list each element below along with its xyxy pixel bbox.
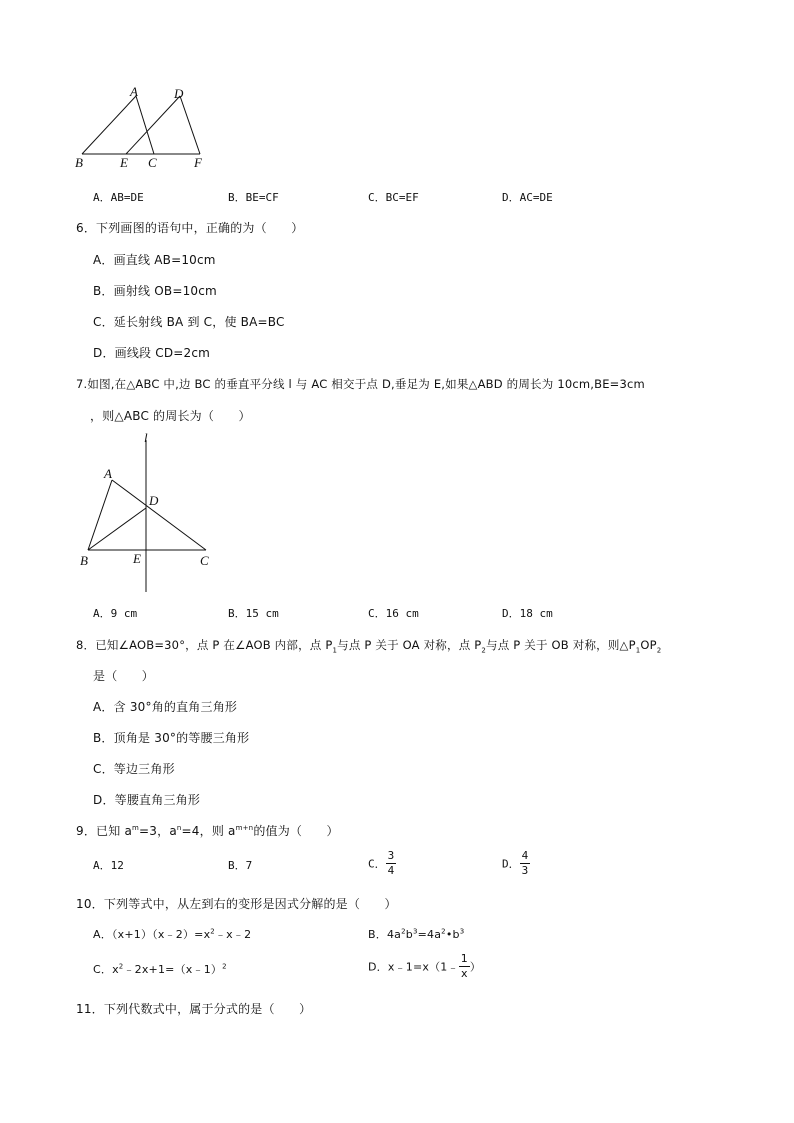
q9-sup-mn: m+n: [235, 824, 254, 832]
q10-option-b-text: B．4a: [368, 928, 402, 941]
q7-option-b: B．15 cm: [228, 607, 279, 620]
q10-option-a-text2: ﹣x﹣2: [214, 928, 252, 941]
q8-stem-d: OP: [640, 638, 657, 652]
q10-option-a-text: A．（x+1）（x﹣2）=x: [93, 928, 211, 941]
q10-option-b-sup4: 3: [459, 927, 465, 936]
q9-option-d-fraction: [520, 849, 531, 878]
q9-stem-a: 9．已知 a: [76, 824, 133, 838]
q10-option-c-text: C．x: [93, 963, 119, 976]
figure-triangles-abc-def: [72, 84, 212, 174]
q5-option-a: A．AB=DE: [93, 191, 144, 204]
label-a: A: [130, 84, 138, 99]
q5-option-d: D．AC=DE: [502, 191, 553, 204]
q9-option-d: [502, 849, 530, 878]
q8-stem-b: 与点 P 关于 OA 对称，点 P: [337, 638, 482, 652]
q9-option-a: A．12: [93, 859, 124, 872]
q10-option-c-sup1: 2: [118, 962, 124, 971]
q9-option-d-label: D．: [502, 857, 520, 871]
label-d: D: [149, 493, 159, 508]
q5-option-c: C．BC=EF: [368, 191, 419, 204]
q8-sub-1: 1: [332, 646, 338, 655]
label-c: C: [148, 155, 157, 170]
q8-option-a: A．含 30°角的直角三角形: [93, 700, 238, 714]
label-c: C: [200, 553, 209, 568]
q9-option-c-label: C．: [368, 857, 386, 871]
q10-option-d: [368, 952, 481, 981]
q8-stem-line2: 是（ ）: [93, 669, 155, 683]
label-e: E: [120, 155, 128, 170]
label-a: A: [104, 466, 112, 481]
q9-option-c: [368, 849, 396, 878]
q9-stem: [76, 822, 339, 839]
q9-sup-m: m: [132, 824, 140, 832]
q5-option-b: B．BE=CF: [228, 191, 279, 204]
q10-option-b-text2: b: [405, 928, 413, 941]
q6-option-b: B．画射线 OB=10cm: [93, 284, 217, 298]
q7-stem-line1: 7.如图,在△ABC 中,边 BC 的垂直平分线 l 与 AC 相交于点 D,垂足为 E,如果△ABD 的周长为 10cm,BE=3cm: [76, 377, 645, 391]
q10-option-b-text4: •b: [445, 928, 460, 941]
q10-option-d-fraction: [459, 952, 470, 981]
q7-option-d: D．18 cm: [502, 607, 553, 620]
q10-option-c-text2: ﹣2x+1=（x﹣1）: [123, 963, 223, 976]
q8-option-d: D．等腰直角三角形: [93, 793, 201, 807]
figure-triangle-perpendicular-bisector: [76, 430, 226, 595]
q10-option-c: [93, 961, 227, 977]
q9-stem-b: =3，a: [139, 824, 177, 838]
q10-option-a: [93, 926, 251, 942]
q6-option-a: A．画直线 AB=10cm: [93, 253, 216, 267]
q10-option-c-sup2: 2: [222, 962, 227, 971]
q10-stem: 10．下列等式中，从左到右的变形是因式分解的是（ ）: [76, 897, 397, 911]
q6-option-d: D．画线段 CD=2cm: [93, 346, 211, 360]
q10-option-d-text2: ）: [469, 960, 482, 974]
label-b: B: [80, 553, 88, 568]
q7-stem-line2: ，则△ABC 的周长为（ ）: [90, 409, 251, 423]
label-e: E: [133, 551, 141, 566]
q8-sub-1b: 1: [635, 646, 641, 655]
q10-option-b-sup3: 2: [441, 927, 446, 936]
fraction-numerator: 1: [460, 952, 468, 965]
fraction-numerator: 3: [387, 849, 395, 862]
label-l: l: [144, 430, 148, 445]
q10-option-b-sup2: 3: [412, 927, 418, 936]
label-b: B: [75, 155, 83, 170]
q9-stem-c: =4，则 a: [181, 824, 236, 838]
q10-option-b-text3: =4a: [417, 928, 442, 941]
q10-option-b: [368, 926, 464, 942]
q7-option-a: A．9 cm: [93, 607, 138, 620]
q8-stem-c: 与点 P 关于 OB 对称，则△P: [486, 638, 636, 652]
q8-stem-a: 8．已知∠AOB=30°，点 P 在∠AOB 内部，点 P: [76, 638, 333, 652]
q6-option-c: C．延长射线 BA 到 C，使 BA=BC: [93, 315, 285, 329]
q6-stem: 6．下列画图的语句中，正确的为（ ）: [76, 221, 304, 235]
q11-stem: 11．下列代数式中，属于分式的是（ ）: [76, 1002, 312, 1016]
q9-sup-n: n: [176, 824, 182, 832]
fraction-denominator: 4: [387, 864, 395, 877]
q9-option-c-fraction: [386, 849, 397, 878]
fraction-denominator: x: [460, 967, 468, 980]
q8-stem-line1: [76, 637, 661, 654]
q8-option-b: B．顶角是 30°的等腰三角形: [93, 731, 250, 745]
q8-sub-2b: 2: [656, 646, 662, 655]
q9-stem-d: 的值为（ ）: [253, 824, 339, 838]
fraction-denominator: 3: [521, 864, 529, 877]
label-d: D: [174, 86, 184, 101]
q10-option-a-sup: 2: [210, 927, 215, 936]
label-f: F: [194, 155, 202, 170]
q8-sub-2: 2: [481, 646, 487, 655]
fraction-numerator: 4: [521, 849, 529, 862]
q9-option-b: B．7: [228, 859, 253, 872]
q8-option-c: C．等边三角形: [93, 762, 175, 776]
q10-option-b-sup1: 2: [401, 927, 406, 936]
q7-option-c: C．16 cm: [368, 607, 419, 620]
q10-option-d-text: D．x﹣1=x（1﹣: [368, 960, 459, 974]
